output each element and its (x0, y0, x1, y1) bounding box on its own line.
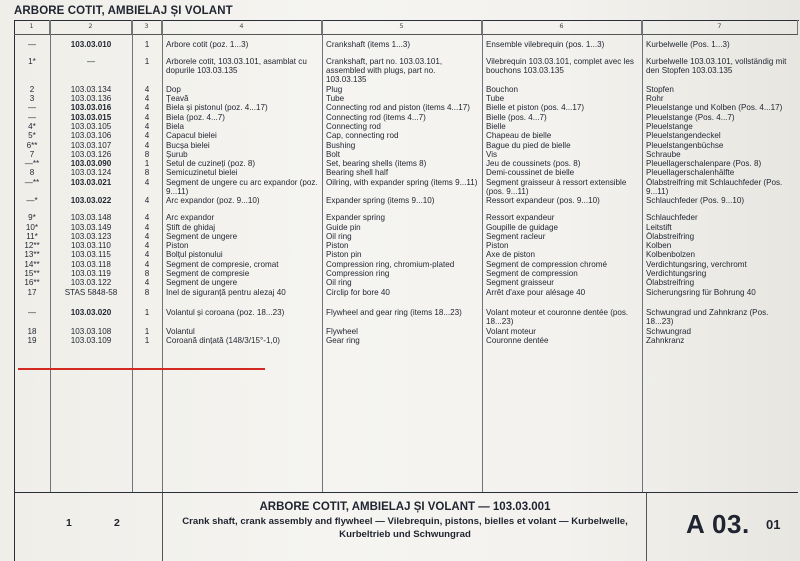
quantity: 1 (144, 335, 150, 345)
part-code: 103.03.122 (70, 278, 112, 288)
description-fr: Bague du pied de bielle (486, 140, 571, 150)
part-code: 103.03.124 (70, 168, 112, 178)
section-code: A 03. (686, 509, 750, 539)
description-fr: Ressort expandeur (486, 213, 555, 223)
position-number: 9* (28, 213, 36, 223)
parts-table (14, 40, 798, 345)
table-row (14, 260, 798, 269)
description-fr: Segment graisseur (486, 278, 554, 288)
description-de: Schraube (646, 149, 681, 159)
part-code: 103.03.109 (70, 335, 112, 345)
part-code: 103.03.107 (70, 140, 112, 150)
position-number: 18 (27, 326, 37, 336)
column-number: 4 (162, 20, 322, 34)
description-ro: Dop (166, 84, 181, 94)
position-number: 1* (28, 56, 36, 66)
description-ro: Semicuzinetul bielei (166, 168, 238, 178)
description-ro: Setul de cuzineți (poz. 8) (166, 159, 256, 169)
table-row (14, 241, 798, 250)
table-row (14, 168, 798, 177)
description-de: Pleuelstange und Kolben (Pos. 4...17) (646, 103, 783, 113)
position-number: 14** (24, 259, 40, 269)
position-number: 19 (27, 335, 37, 345)
description-ro: Biela (166, 121, 184, 131)
description-ro: Capacul bielei (166, 131, 217, 141)
description-ro: Arc expandor (166, 213, 215, 223)
quantity: 8 (144, 149, 150, 159)
table-row (14, 49, 798, 84)
quantity: 4 (144, 231, 150, 241)
quantity: 1 (144, 56, 150, 66)
description-fr: Ressort expandeur (pos. 9...10) (486, 196, 600, 206)
parts-table-body (14, 40, 798, 345)
title-block (14, 492, 798, 561)
part-code: — (86, 56, 96, 66)
position-number: 2 (29, 84, 35, 94)
quantity: 1 (144, 40, 150, 49)
description-en: Bushing (326, 140, 356, 150)
description-fr: Couronne dentée (486, 335, 549, 345)
quantity: 4 (144, 213, 150, 223)
part-code: 103.03.110 (71, 241, 111, 251)
description-de: Kolbenbolzen (646, 250, 696, 260)
description-en: Plug (326, 84, 343, 94)
description-en: Circlip for bore 40 (326, 287, 390, 297)
description-de: Pleuellagerschalenpare (Pos. 8) (646, 159, 762, 169)
quantity: 8 (144, 287, 150, 297)
description-ro: Bolțul pistonului (166, 250, 223, 260)
part-code: 103.03.118 (71, 259, 111, 269)
quantity: 1 (144, 307, 150, 317)
description-fr: Bielle (486, 121, 506, 131)
table-row (14, 232, 798, 241)
part-code: 103.03.148 (70, 213, 112, 223)
assembly-title: ARBORE COTIT, AMBIELAJ ȘI VOLANT — 103.03.001 (259, 501, 551, 513)
description-de: Verdichtungsring (646, 269, 707, 279)
description-de: Sicherungsring für Bohrung 40 (646, 287, 756, 297)
description-ro: Biela (poz. 4...7) (166, 112, 225, 122)
quantity: 4 (144, 250, 150, 260)
quantity: 8 (144, 168, 150, 178)
position-number: 4* (28, 121, 36, 131)
description-de: Pleuellagerschalenhälfte (646, 168, 735, 178)
description-en: Connecting rod and piston (items 4...17) (326, 103, 470, 113)
description-fr: Vis (486, 149, 498, 159)
table-row (14, 113, 798, 122)
position-number: — (27, 103, 37, 113)
description-de: Ölabstreifring (646, 231, 695, 241)
position-number: — (27, 40, 37, 49)
description-fr: Arrêt d'axe pour alésage 40 (486, 287, 586, 297)
section-code-suffix: 01 (766, 517, 781, 532)
description-de: Schwungrad und Zahnkranz (Pos. 18...23) (646, 307, 769, 327)
quantity: 1 (144, 159, 150, 169)
part-code: 103.03.136 (70, 94, 112, 104)
description-fr: Segment racleur (486, 231, 546, 241)
description-ro: Segment de ungere cu arc expandor (poz. 9...11) (166, 177, 318, 197)
quantity: 8 (144, 269, 150, 279)
description-ro: Segment de ungere (166, 231, 238, 241)
description-fr: Demi-coussinet de bielle (486, 168, 575, 178)
table-row (14, 223, 798, 232)
part-code: 103.03.021 (70, 177, 112, 187)
description-de: Pleuelstangenbüchse (646, 140, 724, 150)
part-code: 103.03.090 (70, 159, 112, 169)
part-code: 103.03.010 (70, 40, 112, 49)
description-en: Expander spring (items 9...10) (326, 196, 435, 206)
description-fr: Bielle (pos. 4...7) (486, 112, 547, 122)
position-number: 3 (29, 94, 35, 104)
position-number: 10* (25, 222, 39, 232)
table-row (14, 159, 798, 168)
description-fr: Bouchon (486, 84, 518, 94)
description-fr: Volant moteur (486, 326, 536, 336)
position-number: 5* (28, 131, 36, 141)
description-fr: Piston (486, 241, 509, 251)
description-fr: Tube (486, 94, 505, 104)
description-de: Verdichtungsring, verchromt (646, 259, 747, 269)
description-fr: Bielle et piston (pos. 4...17) (486, 103, 585, 113)
description-ro: Arbore cotit (poz. 1...3) (166, 40, 249, 49)
table-row (14, 103, 798, 112)
position-number: —** (24, 159, 40, 169)
quantity: 4 (144, 222, 150, 232)
table-row (14, 178, 798, 197)
position-number: 17 (27, 287, 37, 297)
part-code: 103.03.123 (70, 231, 112, 241)
column-number: 6 (482, 20, 642, 34)
position-number: — (27, 112, 37, 122)
description-de: Zahnkranz (646, 335, 685, 345)
description-en: Oil ring (326, 278, 352, 288)
position-number: 6** (26, 140, 38, 150)
description-fr: Volant moteur et couronne dentée (pos. 18...23) (486, 307, 629, 327)
description-en: Bearing shell half (326, 168, 389, 178)
quantity: 1 (144, 326, 150, 336)
description-en: Connecting rod (326, 121, 381, 131)
position-number: —* (26, 196, 38, 206)
column-number: 1 (14, 20, 50, 34)
part-code: 103.03.105 (70, 121, 112, 131)
column-number: 3 (132, 20, 162, 34)
quantity: 4 (144, 94, 150, 104)
table-row (14, 141, 798, 150)
quantity: 4 (144, 121, 150, 131)
table-row (14, 278, 798, 287)
description-de: Pleuelstange (Pos. 4...7) (646, 112, 735, 122)
position-number: 16** (24, 278, 40, 288)
title-block-divider (162, 493, 163, 561)
description-de: Kurbelwelle (Pos. 1...3) (646, 40, 730, 49)
description-de: Kurbelwelle 103.03.101, vollständig mit den Stopfen 103.03.135 (646, 56, 787, 76)
position-number: 11* (26, 231, 38, 241)
part-code: 103.03.020 (70, 307, 112, 317)
description-ro: Biela și pistonul (poz. 4...17) (166, 103, 268, 113)
part-code: 103.03.149 (70, 222, 112, 232)
table-row (14, 150, 798, 159)
description-fr: Goupille de guidage (486, 222, 559, 232)
description-ro: Segment de compresie (166, 269, 250, 279)
description-ro: Bucșa bielei (166, 140, 210, 150)
description-de: Schlauchfeder (646, 213, 698, 223)
description-fr: Ensemble vilebrequin (pos. 1...3) (486, 40, 605, 49)
description-en: Crankshaft, part no. 103.03.101, assembled with plugs, part no. 103.03.135 (326, 56, 443, 85)
part-code: STAS 5848-58 (64, 287, 118, 297)
table-row (14, 196, 798, 205)
table-row (14, 336, 798, 345)
description-fr: Chapeau de bielle (486, 131, 552, 141)
part-code: 103.03.015 (70, 112, 112, 122)
quantity: 4 (144, 259, 150, 269)
description-fr: Vilebrequin 103.03.101, complet avec les bouchons 103.03.135 (486, 56, 634, 76)
table-row (14, 327, 798, 336)
description-de: Schwungrad (646, 326, 691, 336)
description-ro: Arc expandor (poz. 9...10) (166, 196, 260, 206)
part-code: 103.03.119 (71, 269, 111, 279)
table-row (14, 94, 798, 103)
page-number-right: 2 (114, 517, 120, 529)
table-row (14, 250, 798, 259)
part-code: 103.03.134 (70, 84, 112, 94)
description-de: Pleuelstangendeckel (646, 131, 721, 141)
description-en: Connecting rod (items 4...7) (326, 112, 426, 122)
description-ro: Segment de compresie, cromat (166, 259, 279, 269)
description-ro: Piston (166, 241, 189, 251)
title-block-divider (646, 493, 647, 561)
quantity: 4 (144, 112, 150, 122)
description-fr: Axe de piston (486, 250, 536, 260)
description-fr: Segment de compression (486, 269, 578, 279)
description-de: Ölabstreifring mit Schlauchfeder (Pos. 9...11) (646, 177, 783, 197)
description-en: Set, bearing shells (items 8) (326, 159, 427, 169)
table-row (14, 85, 798, 94)
description-ro: Știft de ghidaj (166, 222, 216, 232)
description-de: Schlauchfeder (Pos. 9...10) (646, 196, 745, 206)
description-en: Oil ring (326, 231, 352, 241)
table-row (14, 269, 798, 278)
description-de: Pleuelstange (646, 121, 693, 131)
description-de: Rohr (646, 94, 664, 104)
description-en: Guide pin (326, 222, 361, 232)
table-row (14, 40, 798, 49)
position-number: 8 (29, 168, 35, 178)
description-fr: Segment de compression chromé (486, 259, 608, 269)
column-number: 5 (322, 20, 482, 34)
description-en: Gear ring (326, 335, 360, 345)
position-number: —** (24, 177, 40, 187)
quantity: 4 (144, 131, 150, 141)
quantity: 4 (144, 278, 150, 288)
column-number: 7 (642, 20, 798, 34)
quantity: 4 (144, 196, 150, 206)
quantity: 4 (144, 84, 150, 94)
description-de: Leitstift (646, 222, 672, 232)
assembly-subtitle: Crank shaft, crank assembly and flywheel — Vilebrequin, pistons, bielles et volant — Kurbelwelle, Kurbeltrieb und Schwungrad (182, 516, 628, 540)
description-fr: Jeu de coussinets (pos. 8) (486, 159, 581, 169)
description-en: Flywheel (326, 326, 358, 336)
description-en: Piston (326, 241, 349, 251)
description-ro: Inel de siguranță pentru alezaj 40 (166, 287, 286, 297)
description-de: Kolben (646, 241, 672, 251)
description-ro: Volantul (166, 326, 195, 336)
description-de: Ölabstreifring (646, 278, 695, 288)
page-number-left: 1 (66, 517, 72, 529)
table-row (14, 288, 798, 297)
description-ro: Șurub (166, 149, 188, 159)
description-en: Piston pin (326, 250, 362, 260)
part-code: 103.03.016 (70, 103, 112, 113)
description-de: Stopfen (646, 84, 674, 94)
column-number: 2 (50, 20, 132, 34)
description-en: Bolt (326, 149, 340, 159)
position-number: 7 (29, 149, 35, 159)
description-ro: Arborele cotit, 103.03.101, asamblat cu dopurile 103.03.135 (166, 56, 307, 76)
position-number: — (27, 307, 37, 317)
description-en: Oilring, with expander spring (items 9...11) (326, 177, 478, 187)
quantity: 4 (144, 140, 150, 150)
table-row (14, 297, 798, 327)
part-code: 103.03.022 (70, 196, 112, 206)
description-en: Flywheel and gear ring (items 18...23) (326, 307, 462, 317)
quantity: 4 (144, 177, 150, 187)
part-code: 103.03.115 (71, 250, 111, 260)
table-row (14, 131, 798, 140)
position-number: 15** (24, 269, 40, 279)
description-en: Cap, connecting rod (326, 131, 399, 141)
description-en: Expander spring (326, 213, 385, 223)
description-ro: Volantul și coroana (poz. 18...23) (166, 307, 285, 317)
table-row (14, 122, 798, 131)
page-title: ARBORE COTIT, AMBIELAJ ȘI VOLANT (14, 5, 233, 17)
description-en: Compression ring (326, 269, 390, 279)
highlight-underline (18, 368, 265, 370)
part-code: 103.03.108 (70, 326, 112, 336)
position-number: 12** (24, 241, 40, 251)
quantity: 4 (144, 103, 150, 113)
position-number: 13** (24, 250, 40, 260)
description-ro: Segment de ungere (166, 278, 238, 288)
description-fr: Segment graisseur à ressort extensible (pos. 9...11) (486, 177, 627, 197)
part-code: 103.03.126 (70, 149, 112, 159)
quantity: 4 (144, 241, 150, 251)
table-row (14, 206, 798, 223)
part-code: 103.03.106 (70, 131, 112, 141)
description-en: Compression ring, chromium-plated (326, 259, 455, 269)
description-ro: Țeavă (166, 94, 189, 104)
description-en: Tube (326, 94, 345, 104)
description-ro: Coroană dințată (148/3/15°-1,0) (166, 335, 280, 345)
description-en: Crankshaft (items 1...3) (326, 40, 411, 49)
